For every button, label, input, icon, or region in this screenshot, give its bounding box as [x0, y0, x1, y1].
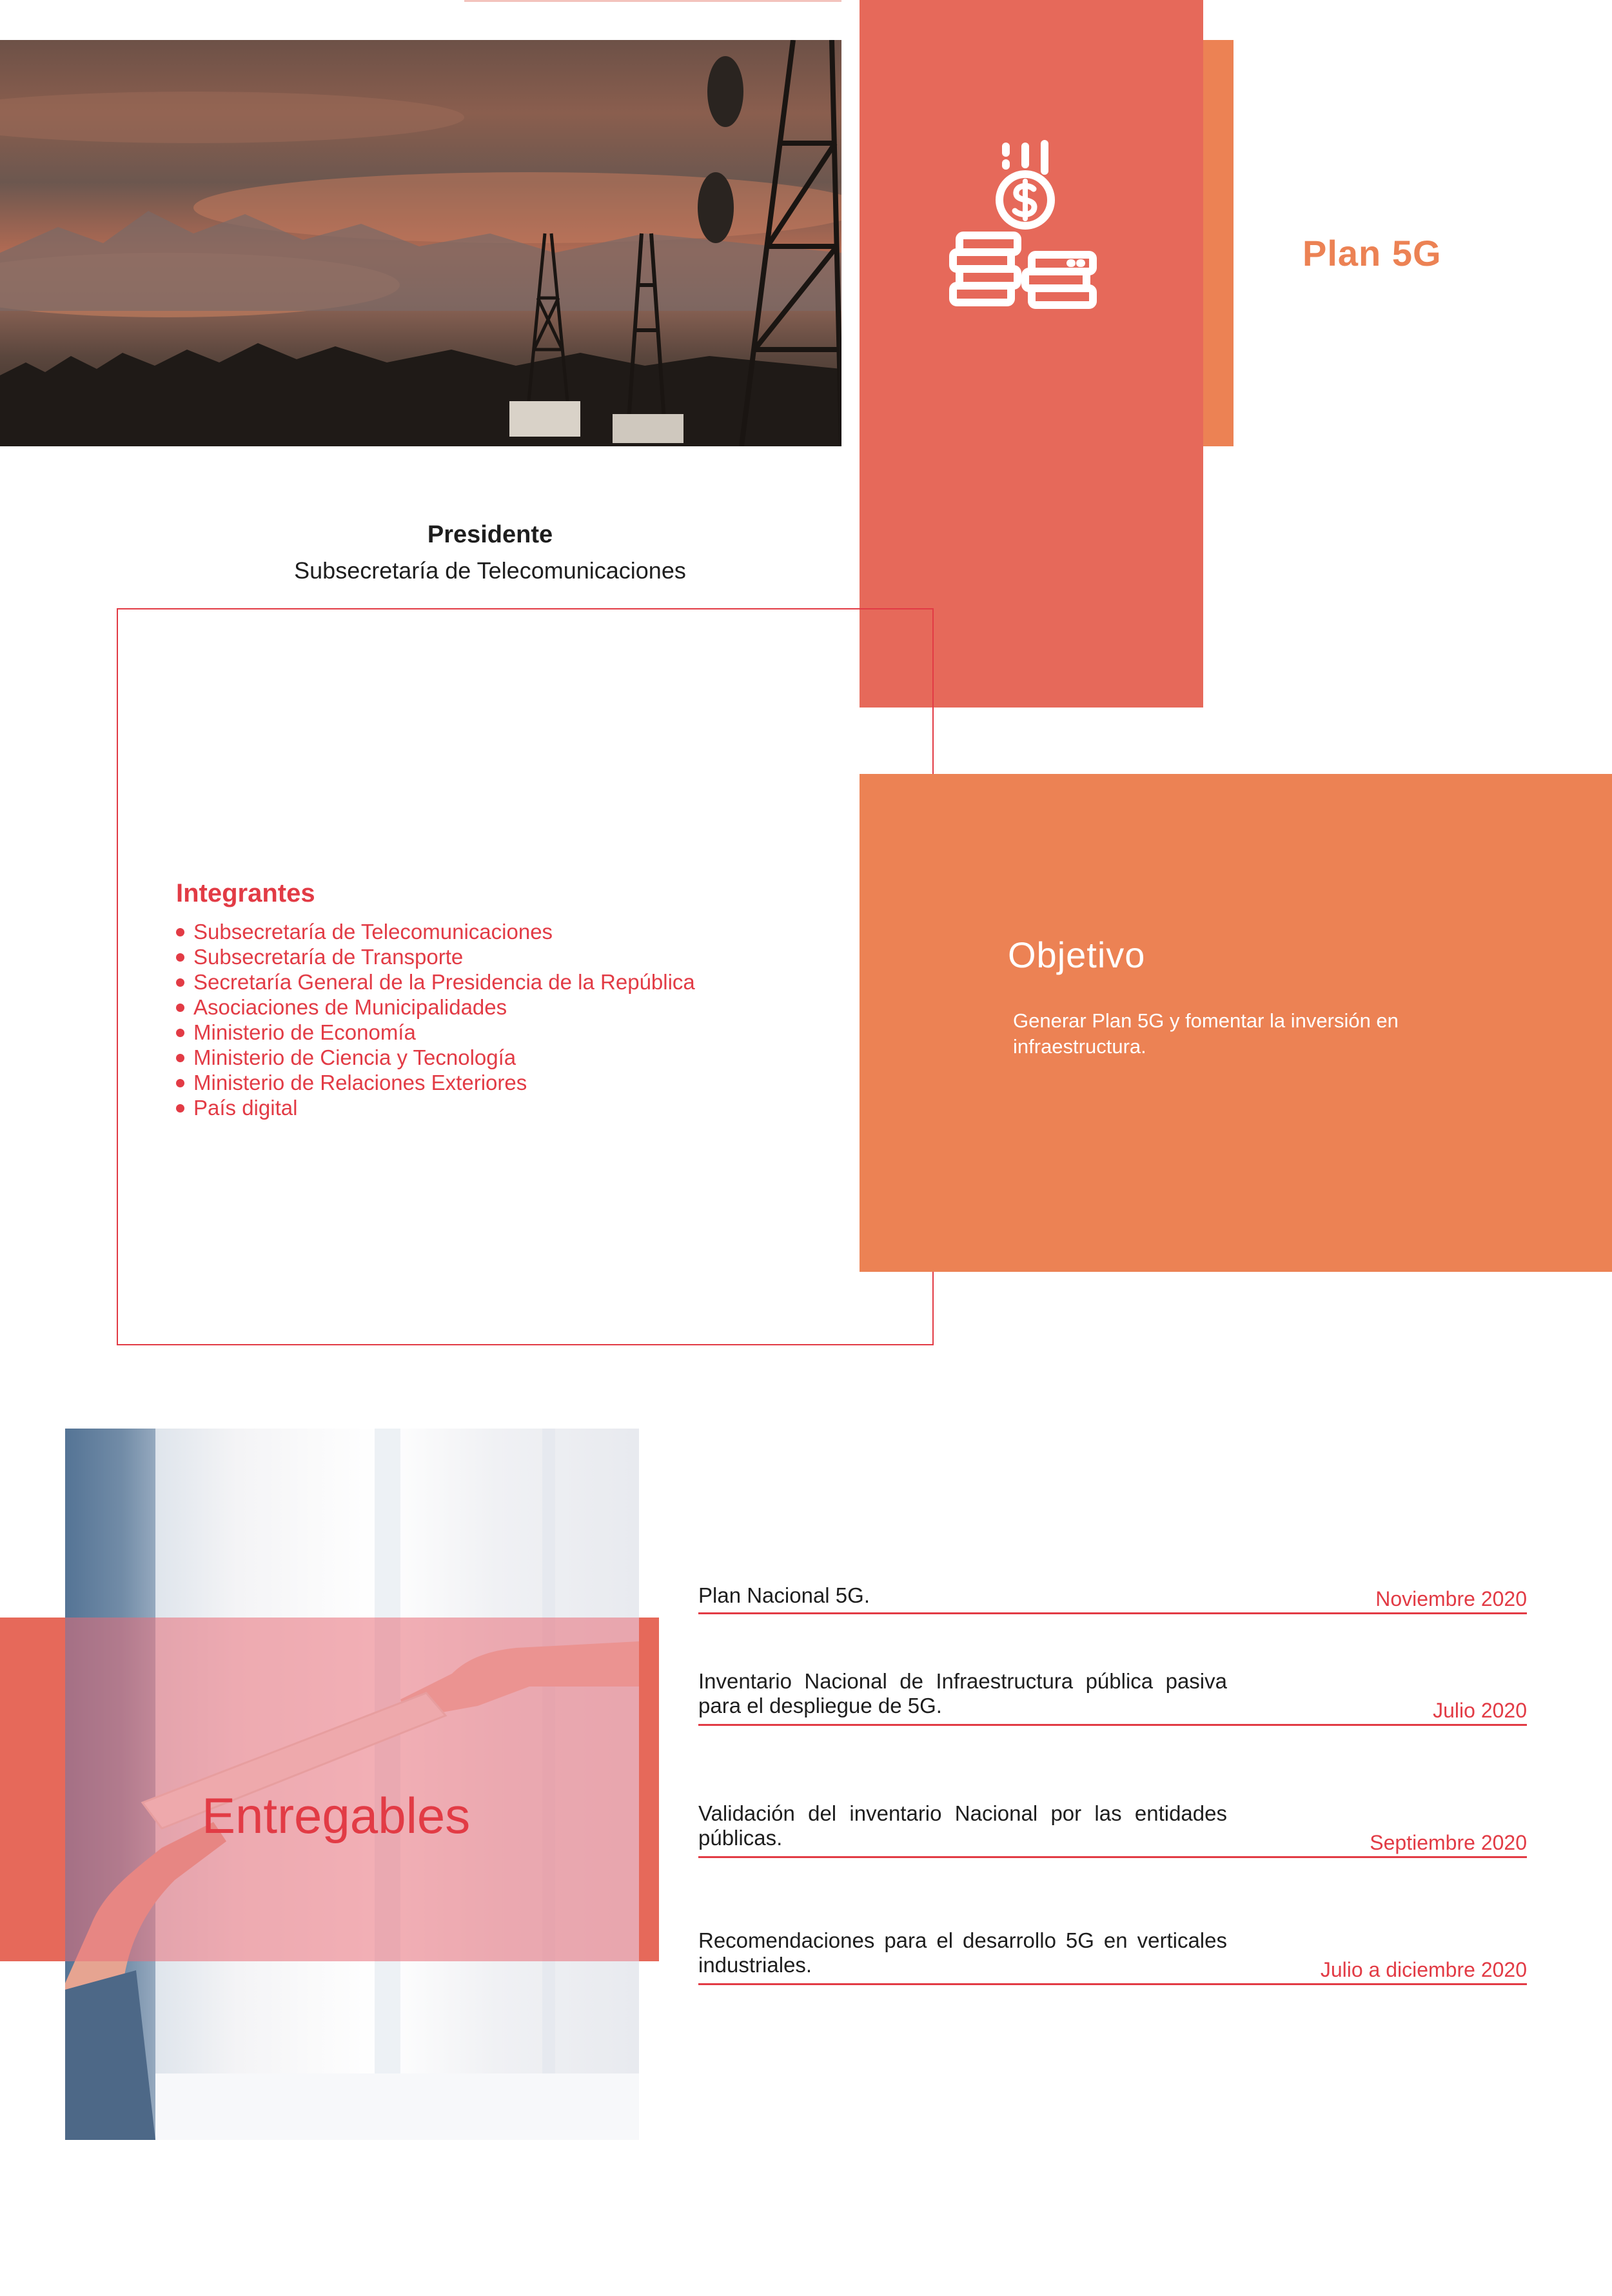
bullet-icon	[176, 1054, 184, 1062]
member-label: Subsecretaría de Transporte	[193, 945, 464, 969]
member-label: País digital	[193, 1096, 298, 1120]
deliverable-item	[698, 1583, 1527, 1622]
red-accent-bar-right	[639, 1618, 659, 1961]
deliverable-divider	[698, 1612, 1527, 1614]
deliverable-date: Julio 2020	[1433, 1699, 1527, 1722]
objective-heading: Objetivo	[1008, 935, 1146, 975]
list-item	[176, 1045, 695, 1070]
list-item	[176, 944, 695, 969]
red-accent-bar-left	[0, 1618, 65, 1961]
deliverable-divider	[698, 1856, 1527, 1858]
president-heading: Presidente	[427, 521, 553, 548]
bullet-icon	[176, 1004, 184, 1012]
deliverable-item	[698, 1669, 1527, 1734]
list-item	[176, 919, 695, 944]
bullet-icon	[176, 1029, 184, 1037]
deliverable-date: Septiembre 2020	[1370, 1831, 1527, 1854]
member-label: Secretaría General de la Presidencia de la República	[193, 970, 695, 994]
bullet-icon	[176, 928, 184, 936]
member-label: Ministerio de Relaciones Exteriores	[193, 1071, 527, 1094]
member-label: Ministerio de Economía	[193, 1020, 416, 1044]
coins-dollar-icon	[948, 139, 1103, 332]
deliverable-date: Julio a diciembre 2020	[1320, 1958, 1527, 1981]
hero-telecom-towers-photo	[0, 40, 841, 446]
members-heading: Integrantes	[176, 879, 315, 907]
bullet-icon	[176, 978, 184, 987]
bullet-icon	[176, 1104, 184, 1113]
orange-accent-strip	[1199, 40, 1234, 446]
member-label: Asociaciones de Municipalidades	[193, 995, 507, 1019]
objective-text: Generar Plan 5G y fomentar la inversión en infraestructura.	[1013, 1009, 1399, 1058]
top-divider	[464, 0, 841, 2]
deliverable-date: Noviembre 2020	[1375, 1587, 1527, 1610]
list-item	[176, 995, 695, 1020]
president-name: Subsecretaría de Telecomunicaciones	[294, 557, 686, 584]
list-item	[176, 1020, 695, 1045]
list-item	[176, 1070, 695, 1095]
deliverable-description: Plan Nacional 5G.	[698, 1583, 870, 1607]
deliverable-description: Validación del inventario Nacional por las entidades públicas.	[698, 1801, 1227, 1850]
deliverable-item	[698, 1928, 1527, 1993]
bullet-icon	[176, 953, 184, 962]
member-label: Subsecretaría de Telecomunicaciones	[193, 920, 553, 944]
deliverable-divider	[698, 1724, 1527, 1726]
deliverables-heading: Entregables	[202, 1787, 471, 1844]
red-header-block	[860, 0, 1203, 708]
deliverable-item	[698, 1801, 1527, 1866]
page-title: Plan 5G	[1302, 233, 1442, 273]
bullet-icon	[176, 1079, 184, 1087]
deliverable-description: Recomendaciones para el desarrollo 5G en verticales industriales.	[698, 1928, 1227, 1977]
deliverable-divider	[698, 1983, 1527, 1985]
member-label: Ministerio de Ciencia y Tecnología	[193, 1045, 516, 1069]
deliverable-description: Inventario Nacional de Infraestructura pública pasiva para el despliegue de 5G.	[698, 1669, 1227, 1717]
list-item	[176, 969, 695, 995]
list-item	[176, 1095, 695, 1120]
members-list	[176, 919, 695, 1120]
